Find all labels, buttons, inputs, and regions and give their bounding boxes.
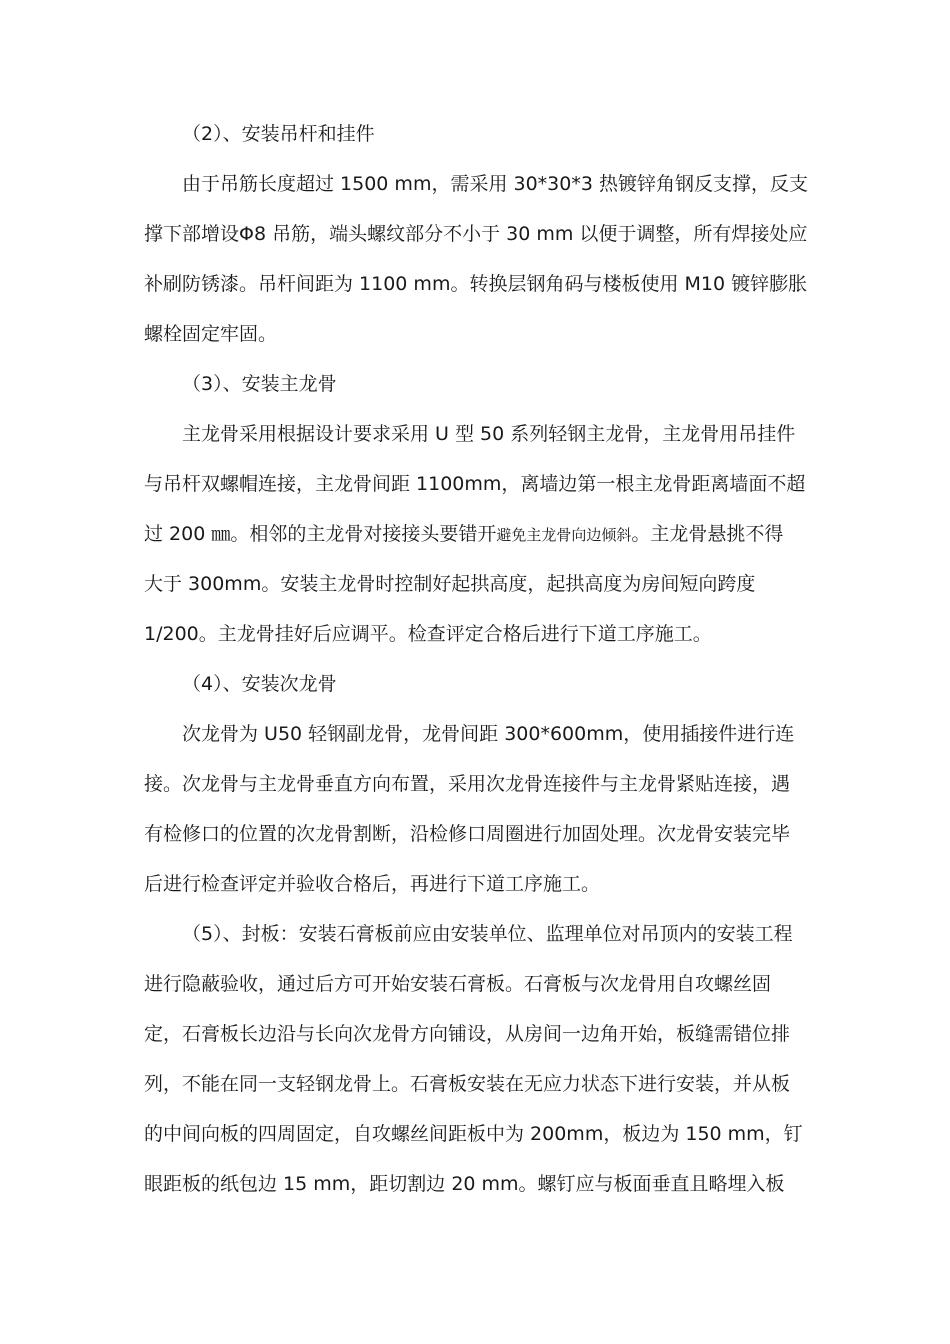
paragraph-line: 列，不能在同一支轻钢龙骨上。石膏板安装在无应力状态下进行安装，并从板	[144, 1073, 791, 1095]
paragraph-line: 进行隐蔽验收，通过后方可开始安装石膏板。石膏板与次龙骨用自攻螺丝固	[144, 973, 772, 995]
text-run-small: 避免主龙骨向边倾斜	[496, 526, 632, 544]
paragraph-line	[144, 520, 783, 548]
section-heading-2: （2）、安装吊杆和挂件	[182, 123, 375, 145]
paragraph-line: 大于 300mm。安装主龙骨时控制好起拱高度，起拱高度为房间短向跨度	[144, 573, 756, 595]
paragraph-line: 有检修口的位置的次龙骨割断，沿检修口周圈进行加固处理。次龙骨安装完毕	[144, 823, 791, 845]
paragraph-line: 与吊杆双螺帽连接，主龙骨间距 1100mm，离墙边第一根主龙骨距离墙面不超	[144, 473, 806, 495]
paragraph-line: 次龙骨为 U50 轻钢副龙骨，龙骨间距 300*600mm，使用插接件进行连	[182, 723, 795, 745]
text-run: 。主龙骨悬挑不得	[631, 523, 784, 545]
paragraph-line: 接。次龙骨与主龙骨垂直方向布置，采用次龙骨连接件与主龙骨紧贴连接，遇	[144, 773, 791, 795]
paragraph-line: 由于吊筋长度超过 1500 mm，需采用 30*30*3 热镀锌角钢反支撑，反支	[182, 173, 808, 195]
paragraph-line: 1/200。主龙骨挂好后应调平。检查评定合格后进行下道工序施工。	[144, 623, 712, 645]
paragraph-line: 眼距板的纸包边 15 mm，距切割边 20 mm。螺钉应与板面垂直且略埋入板	[144, 1173, 785, 1195]
paragraph-line: 主龙骨采用根据设计要求采用 U 型 50 系列轻钢主龙骨，主龙骨用吊挂件	[182, 423, 796, 445]
paragraph-line: 定，石膏板长边沿与长向次龙骨方向铺设，从房间一边角开始，板缝需错位排	[144, 1023, 791, 1045]
section-heading-5: （5）、封板：安装石膏板前应由安装单位、监理单位对吊顶内的安装工程	[182, 923, 793, 945]
paragraph-line: 的中间向板的四周固定，自攻螺丝间距板中为 200mm，板边为 150 mm，钉	[144, 1123, 803, 1145]
text-run: 过 200 ㎜。相邻的主龙骨对接接头要错开	[144, 523, 497, 545]
section-heading-3: （3）、安装主龙骨	[182, 373, 337, 395]
paragraph-line: 撑下部增设Φ8 吊筋，端头螺纹部分不小于 30 mm 以便于调整，所有焊接处应	[144, 223, 808, 245]
paragraph-line: 后进行检查评定并验收合格后，再进行下道工序施工。	[144, 873, 601, 895]
paragraph-line: 补刷防锈漆。吊杆间距为 1100 mm。转换层钢角码与楼板使用 M10 镀锌膨胀	[144, 273, 808, 295]
paragraph-line: 螺栓固定牢固。	[144, 323, 278, 345]
section-heading-4: （4）、安装次龙骨	[182, 673, 337, 695]
